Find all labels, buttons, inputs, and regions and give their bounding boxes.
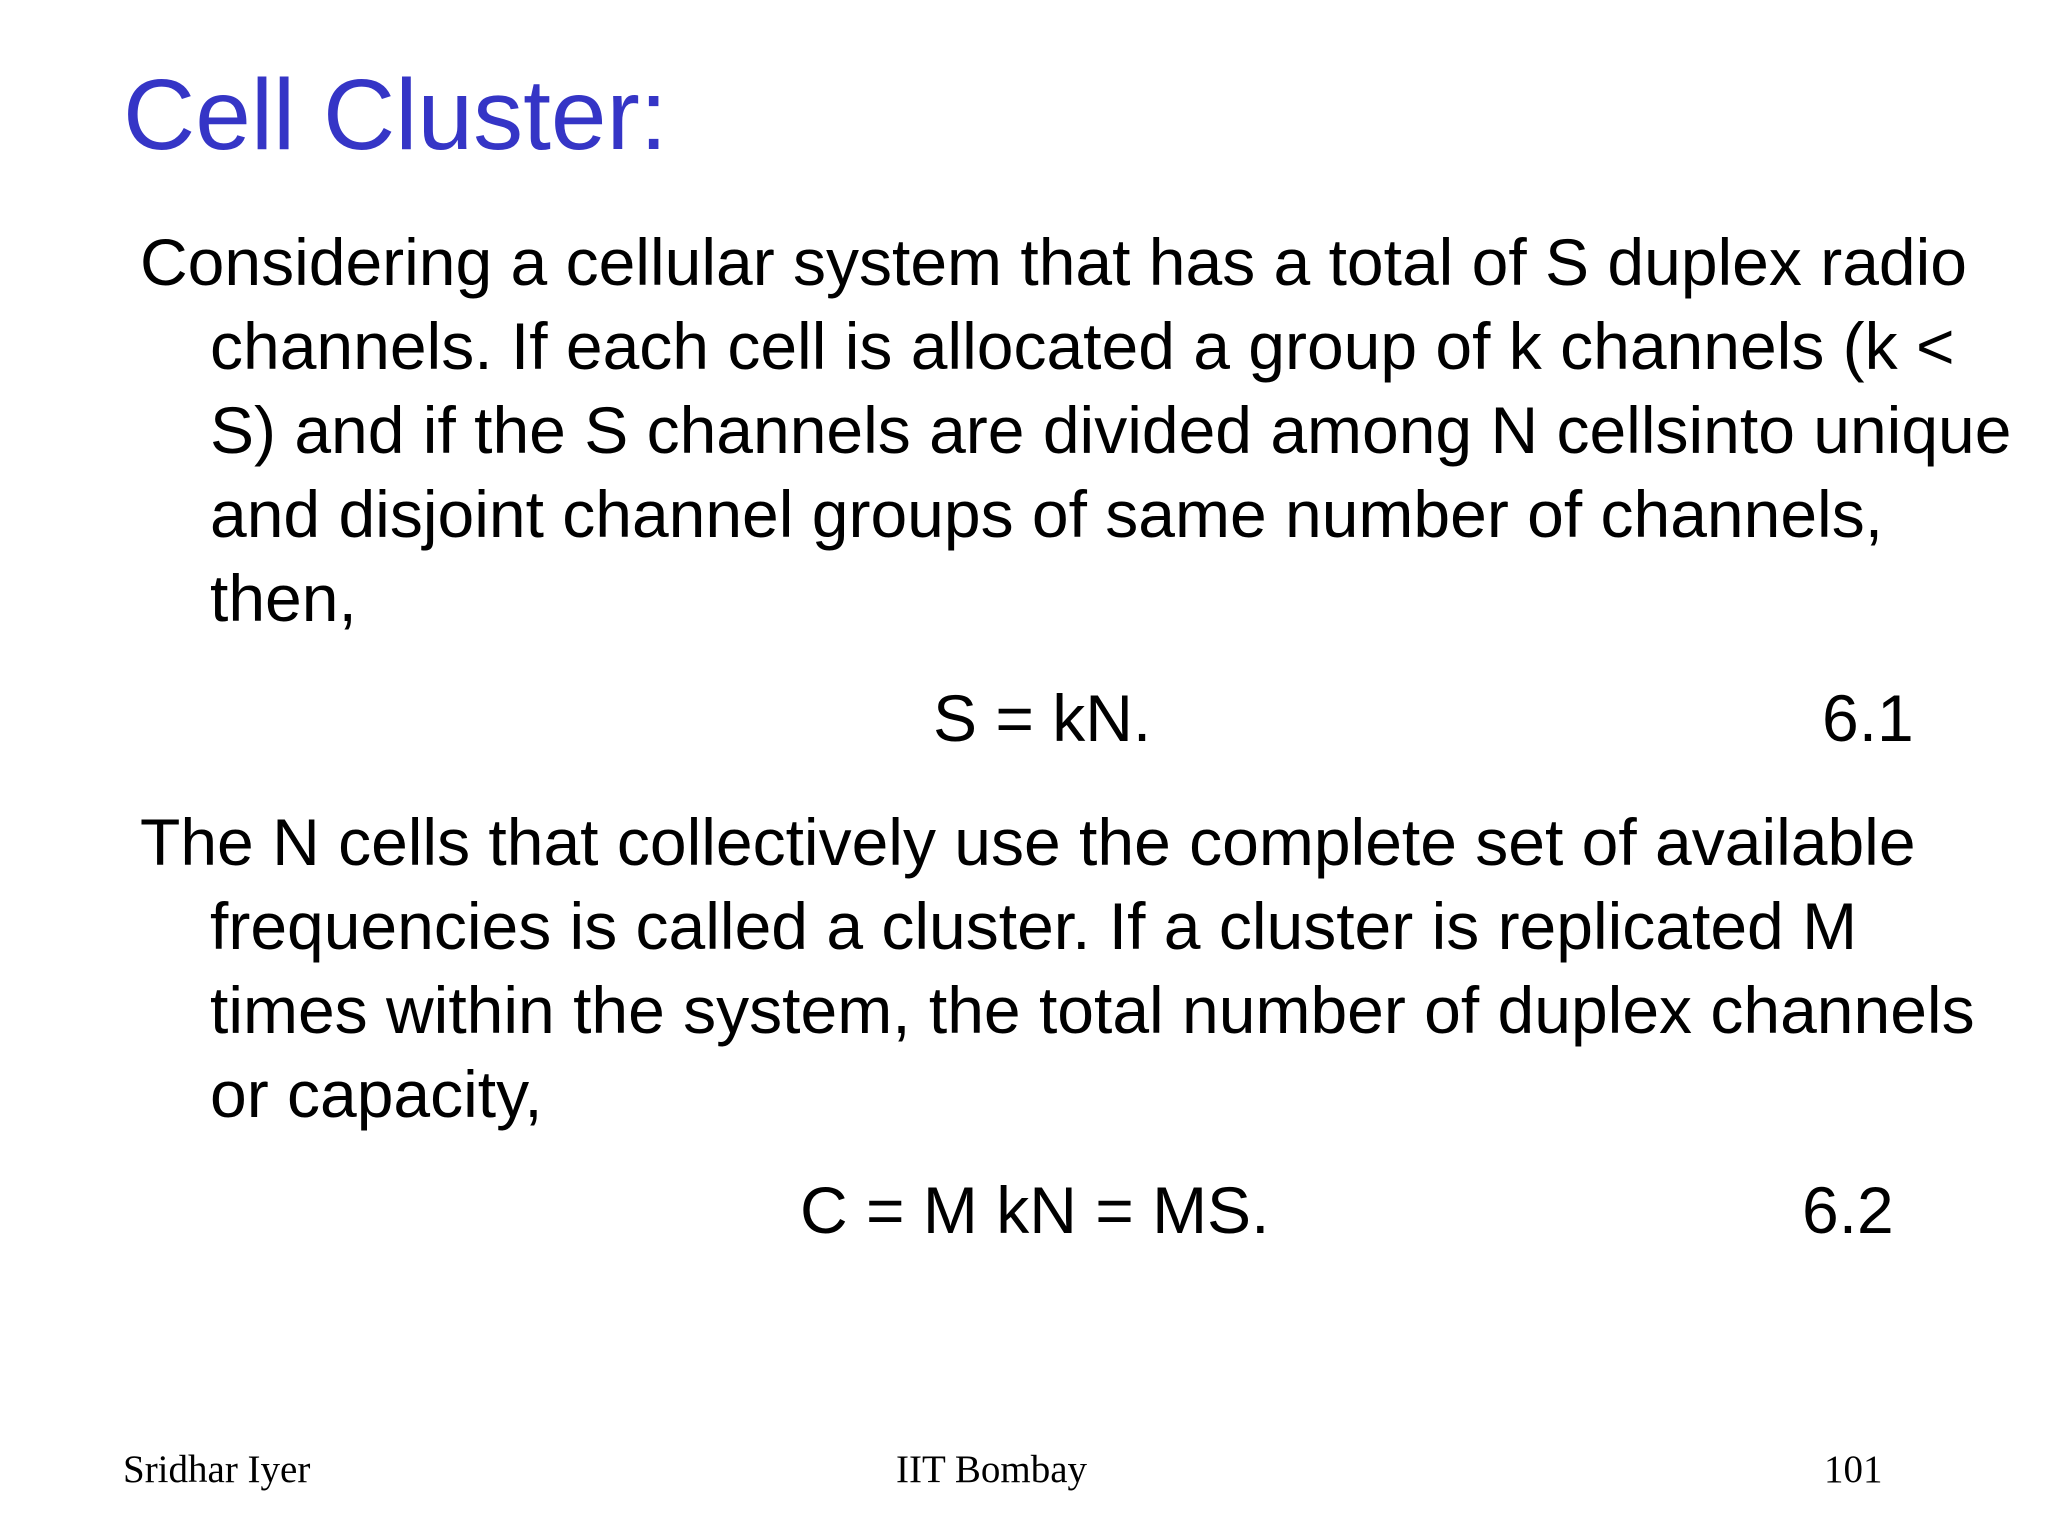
body-paragraph-1: Considering a cellular system that has a total of S duplex radio channels. If each cell is allocated a group of k channels (k < S) and if the S channels are divided among N cellsinto unique and disjoint channel groups of same number of channels, then, (140, 225, 2012, 635)
slide-title: Cell Cluster: (123, 59, 668, 171)
footer-institution: IIT Bombay (896, 1448, 1088, 1491)
equation-2-number: 6.2 (1802, 1173, 1894, 1247)
equation-2-expression: C = M kN = MS. (800, 1173, 1270, 1247)
equation-1-number: 6.1 (1822, 681, 1914, 755)
body-paragraph-2: The N cells that collectively use the complete set of available frequencies is called a cluster. If a cluster is replicated M times within the system, the total number of duplex channels or capacity, (140, 805, 1975, 1131)
equation-1-expression: S = kN. (933, 681, 1152, 755)
footer-author: Sridhar Iyer (123, 1448, 311, 1491)
footer-page-number: 101 (1824, 1448, 1883, 1491)
